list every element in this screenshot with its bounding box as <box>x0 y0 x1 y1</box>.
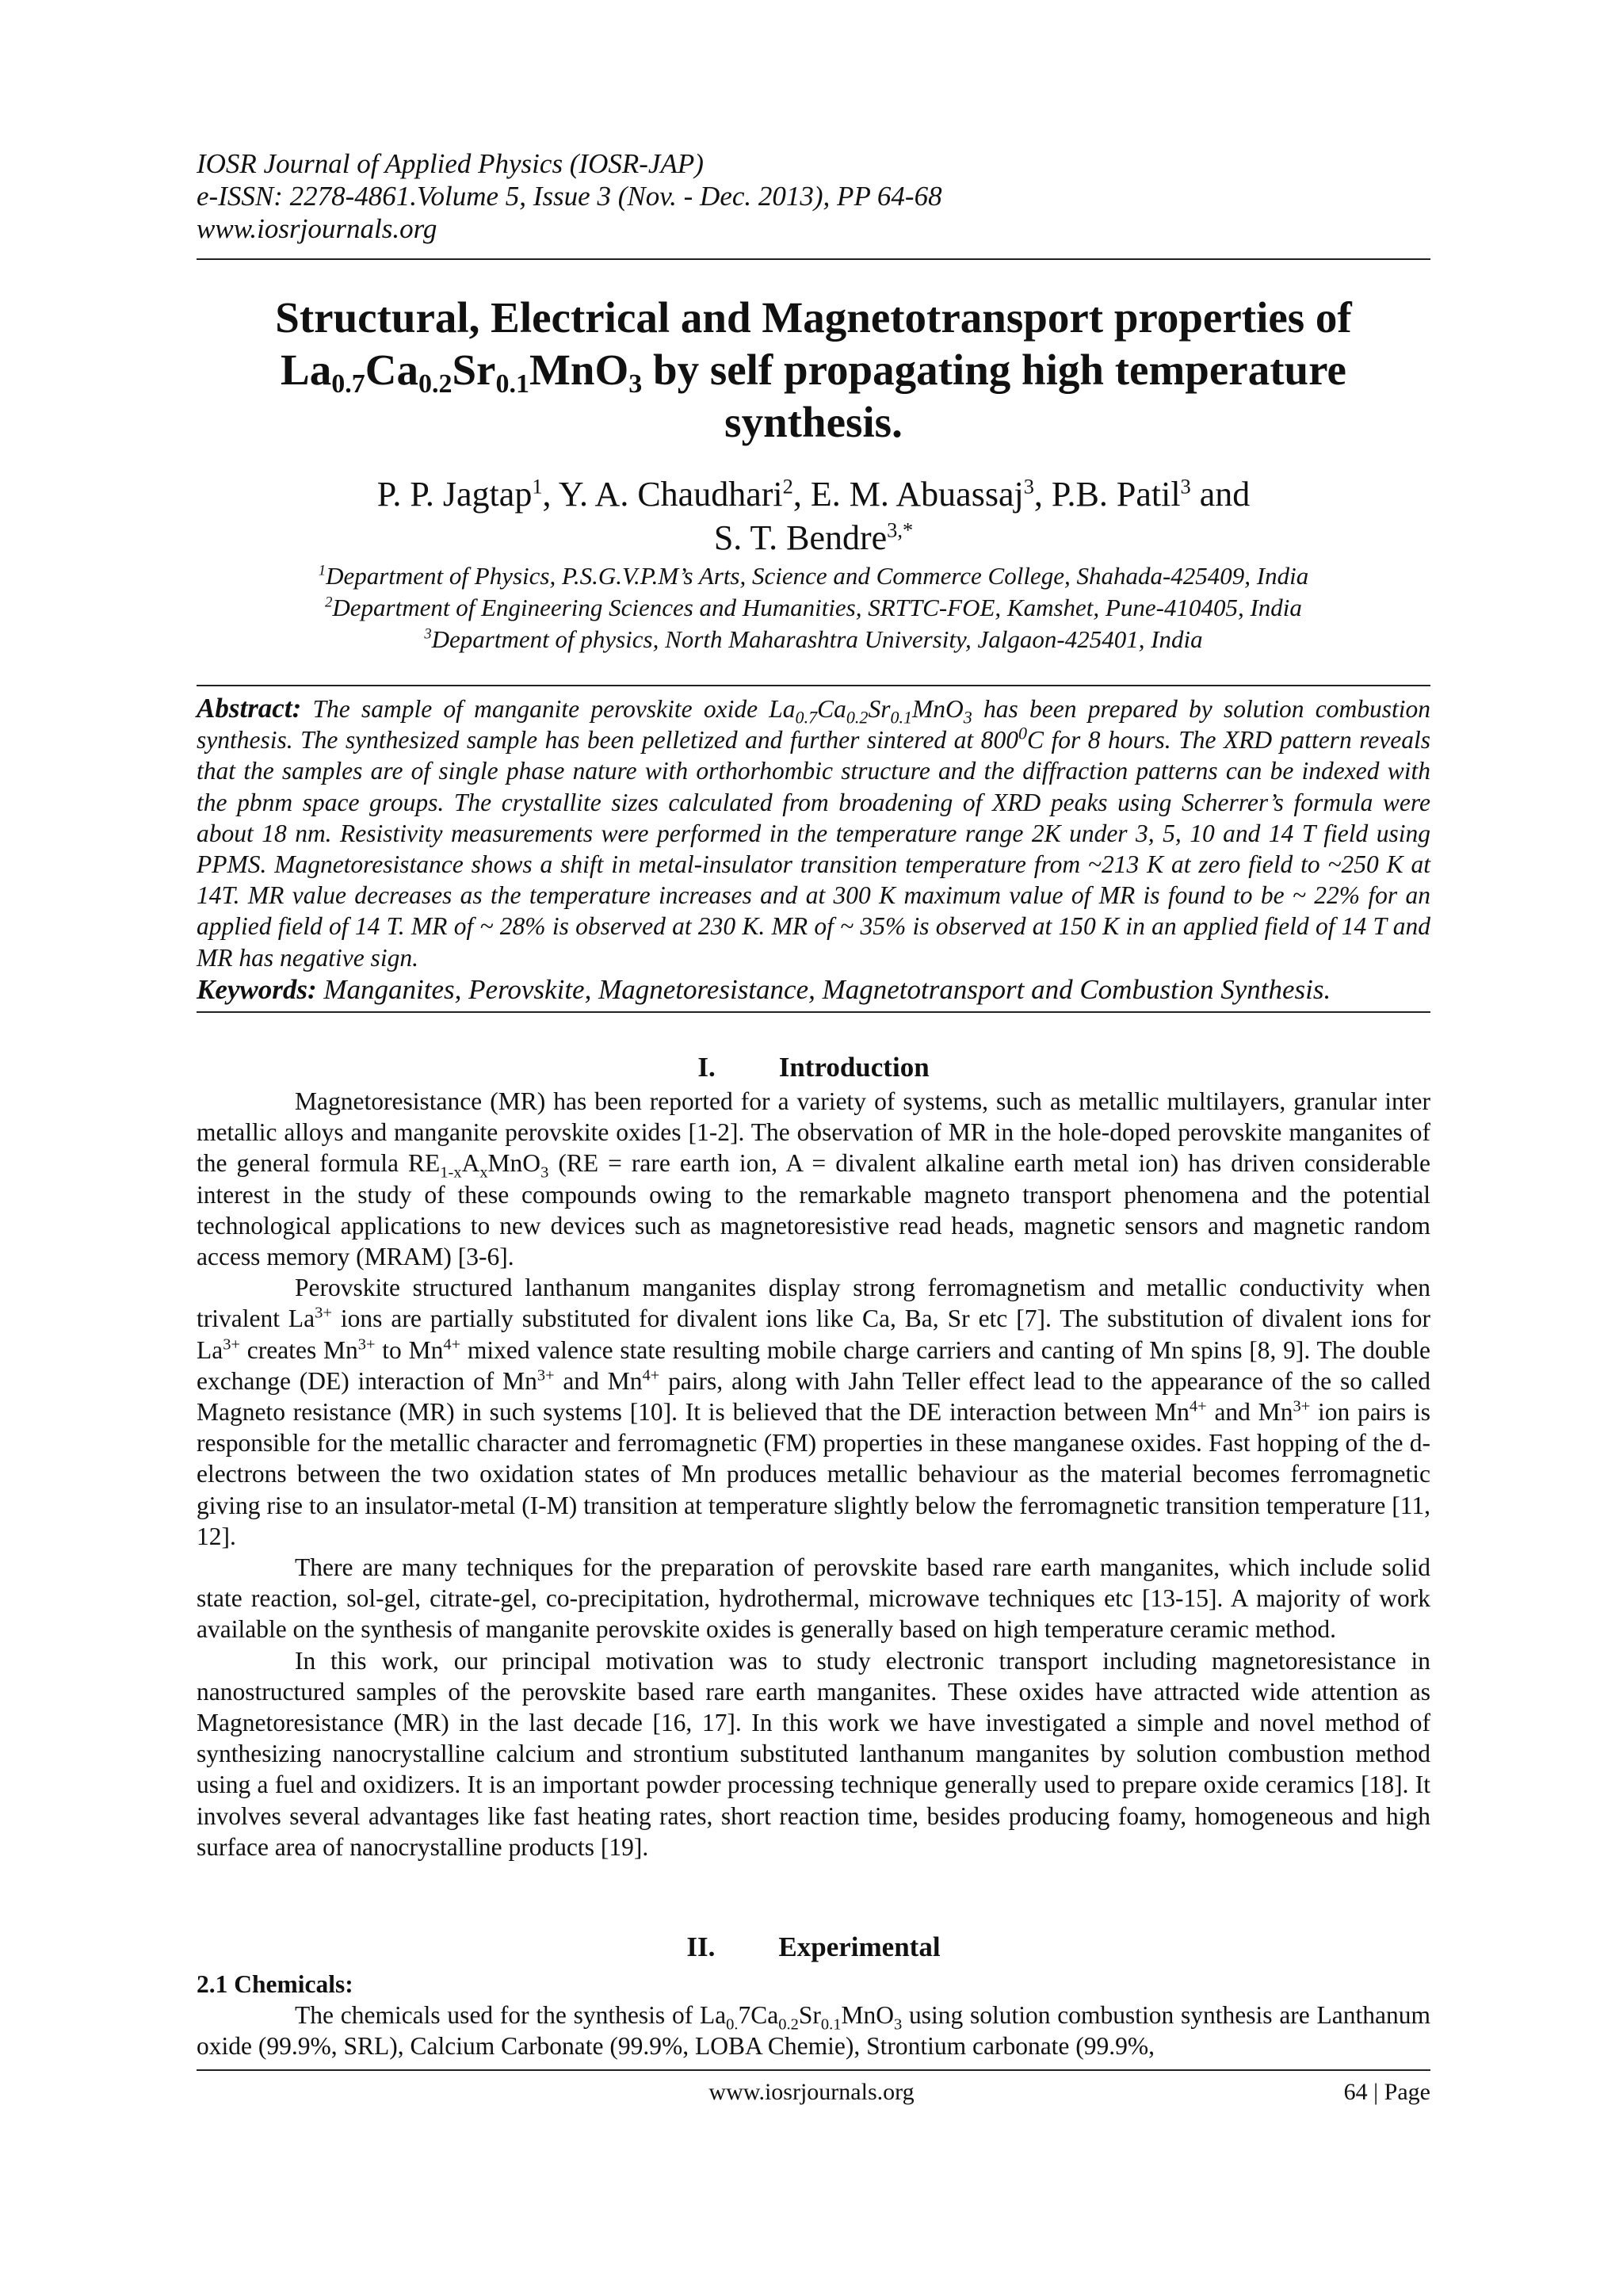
experimental-body <box>197 2000 1430 2061</box>
header-rule <box>197 258 1430 260</box>
intro-paragraph-3: There are many techniques for the preparation of perovskite based rare earth manganites, which include solid state reaction, sol-gel, citrate-gel, co-precipitation, hydrothermal, microwave techniques etc [13-15]. A majority of work available on the synthesis of manganite perovskite oxides is generally based on high temperature ceramic method. <box>197 1553 1430 1644</box>
author-list <box>197 472 1430 560</box>
journal-header <box>197 147 942 245</box>
intro-paragraph-4: In this work, our principal motivation was to study electronic transport including magnetoresistance in nanostructured samples of the perovskite based rare earth manganites. These oxides have attracted wide attention as Magnetoresistance (MR) in the last decade [16, 17]. In this work we have investigated a simple and novel method of synthesizing nanocrystalline calcium and strontium substituted lanthanum manganites by solution combustion method using a fuel and oxidizers. It is an important powder processing technique generally used to prepare oxide ceramics [18]. It involves several advantages like fast heating rates, short reaction time, besides producing foamy, homogeneous and high surface area of nanocrystalline products [19]. <box>197 1646 1430 1861</box>
author-line-2: S. T. Bendre$^{3,*}$ <box>713 518 914 557</box>
abstract-label: Abstract: <box>197 693 302 724</box>
journal-url[interactable]: www.iosrjournals.org <box>197 213 437 244</box>
title-line-2: $La_{0.7}Ca_{0.2}Sr_{0.1}MnO_3$ by self propagating high temperature <box>281 346 1346 399</box>
experimental-paragraph-1: The chemicals used for the synthesis of $La_{0.}7Ca_{0.2}Sr_{0.1}MnO_3$ using solution combustion synthesis are Lanthanum oxide (99.9%, SRL), Calcium Carbonate (99.9%, LOBA Chemie), Strontium carbonate (99.9%, <box>197 2001 1430 2061</box>
author-line-1: P. P. Jagtap$^1$, Y. A. Chaudhari$^2$, E. M. Abuassaj$^3$, P.B. Patil$^3$ and <box>376 474 1251 514</box>
abstract-bottom-rule <box>197 1011 1430 1013</box>
abstract: Abstract: The sample of manganite perovskite oxide $La_{0.7}Ca_{0.2}Sr_{0.1}MnO_3$ has been prepared by solution combustion synthesis. The synthesized sample has been pelletized and further sintered at $800^0C$ for 8 hours. The XRD pattern reveals that the samples are of single phase nature with orthorhombic structure and the diffraction patterns can be indexed with the pbnm space groups. The crystallite sizes calculated from broadening of XRD peaks using Scherrer’s formula were about 18 nm. Resistivity measurements were performed in the temperature range 2K under 3, 5, 10 and 14 T field using PPMS. Magnetoresistance shows a shift in metal-insulator transition temperature from ~213 K at zero field to ~250 K at 14T. MR value decreases as the temperature increases and at 300 K maximum value of MR is found to be ~ 22% for an applied field of 14 T. MR of ~ 28% is observed at 230 K. MR of ~ 35% is observed at 150 K in an applied field of 14 T and MR has negative sign. <box>197 693 1430 972</box>
section-heading-experimental: II. Experimental <box>686 1931 941 1962</box>
page-number: 64 | Page <box>1343 2079 1430 2105</box>
introduction-body <box>197 1086 1430 1862</box>
affiliation-3: $^3$Department of physics, North Maharashtra University, Jalgaon-425401, India <box>424 625 1203 653</box>
paper-title <box>197 292 1430 449</box>
keywords: Keywords: Manganites, Perovskite, Magnetoresistance, Magnetotransport and Combustion Synthesis. <box>197 974 1331 1005</box>
footer-url[interactable]: www.iosrjournals.org <box>708 2079 915 2105</box>
affiliations <box>197 560 1430 655</box>
title-line-1: Structural, Electrical and Magnetotransport properties of <box>275 293 1352 342</box>
abstract-top-rule <box>197 685 1430 686</box>
affiliation-1: $^1$Department of Physics, P.S.G.V.P.M’s Arts, Science and Commerce College, Shahada-425409, India <box>318 562 1309 590</box>
journal-name: IOSR Journal of Applied Physics (IOSR-JAP) <box>197 148 704 179</box>
intro-paragraph-2: Perovskite structured lanthanum manganites display strong ferromagnetism and metallic conductivity when trivalent $La^{3+}$ ions are partially substituted for divalent ions like Ca, Ba, Sr etc [7]. The substitution of divalent ions for $La^{3+}$ creates $Mn^{3+}$ to $Mn^{4+}$ mixed valence state resulting mobile charge carriers and canting of Mn spins [8, 9]. The double exchange (DE) interaction of $Mn^{3+}$ and $Mn^{4+}$ pairs, along with Jahn Teller effect lead to the appearance of the so called Magneto resistance (MR) in such systems [10]. It is believed that the DE interaction between $Mn^{4+}$ and $Mn^{3+}$ ion pairs is responsible for the metallic character and ferromagnetic (FM) properties in these manganese oxides. Fast hopping of the d-electrons between the two oxidation states of Mn produces metallic behaviour as the material becomes ferromagnetic giving rise to an insulator-metal (I-M) transition at temperature slightly below the ferromagnetic transition temperature [11, 12]. <box>197 1274 1430 1550</box>
intro-paragraph-1: Magnetoresistance (MR) has been reported for a variety of systems, such as metallic multilayers, granular inter metallic alloys and manganite perovskite oxides [1-2]. The observation of MR in the hole-doped perovskite manganites of the general formula $RE_{1-x}A_xMnO_3$ (RE = rare earth ion, A = divalent alkaline earth metal ion) has driven considerable interest in the study of these compounds owing to the remarkable magneto transport phenomena and the potential technological applications to new devices such as magnetoresistive read heads, magnetic sensors and magnetic random access memory (MRAM) [3-6]. <box>197 1087 1430 1271</box>
journal-issn: e-ISSN: 2278-4861.Volume 5, Issue 3 (Nov. - Dec. 2013), PP 64-68 <box>197 181 942 212</box>
keywords-label: Keywords: <box>197 974 317 1005</box>
affiliation-2: $^2$Department of Engineering Sciences and Humanities, SRTTC-FOE, Kamshet, Pune-410405, India <box>325 594 1302 621</box>
title-line-3: synthesis. <box>724 398 903 446</box>
footer-rule <box>197 2069 1430 2071</box>
section-heading-introduction: I. Introduction <box>697 1052 930 1083</box>
subsection-chemicals: 2.1 Chemicals: <box>197 1970 353 1998</box>
